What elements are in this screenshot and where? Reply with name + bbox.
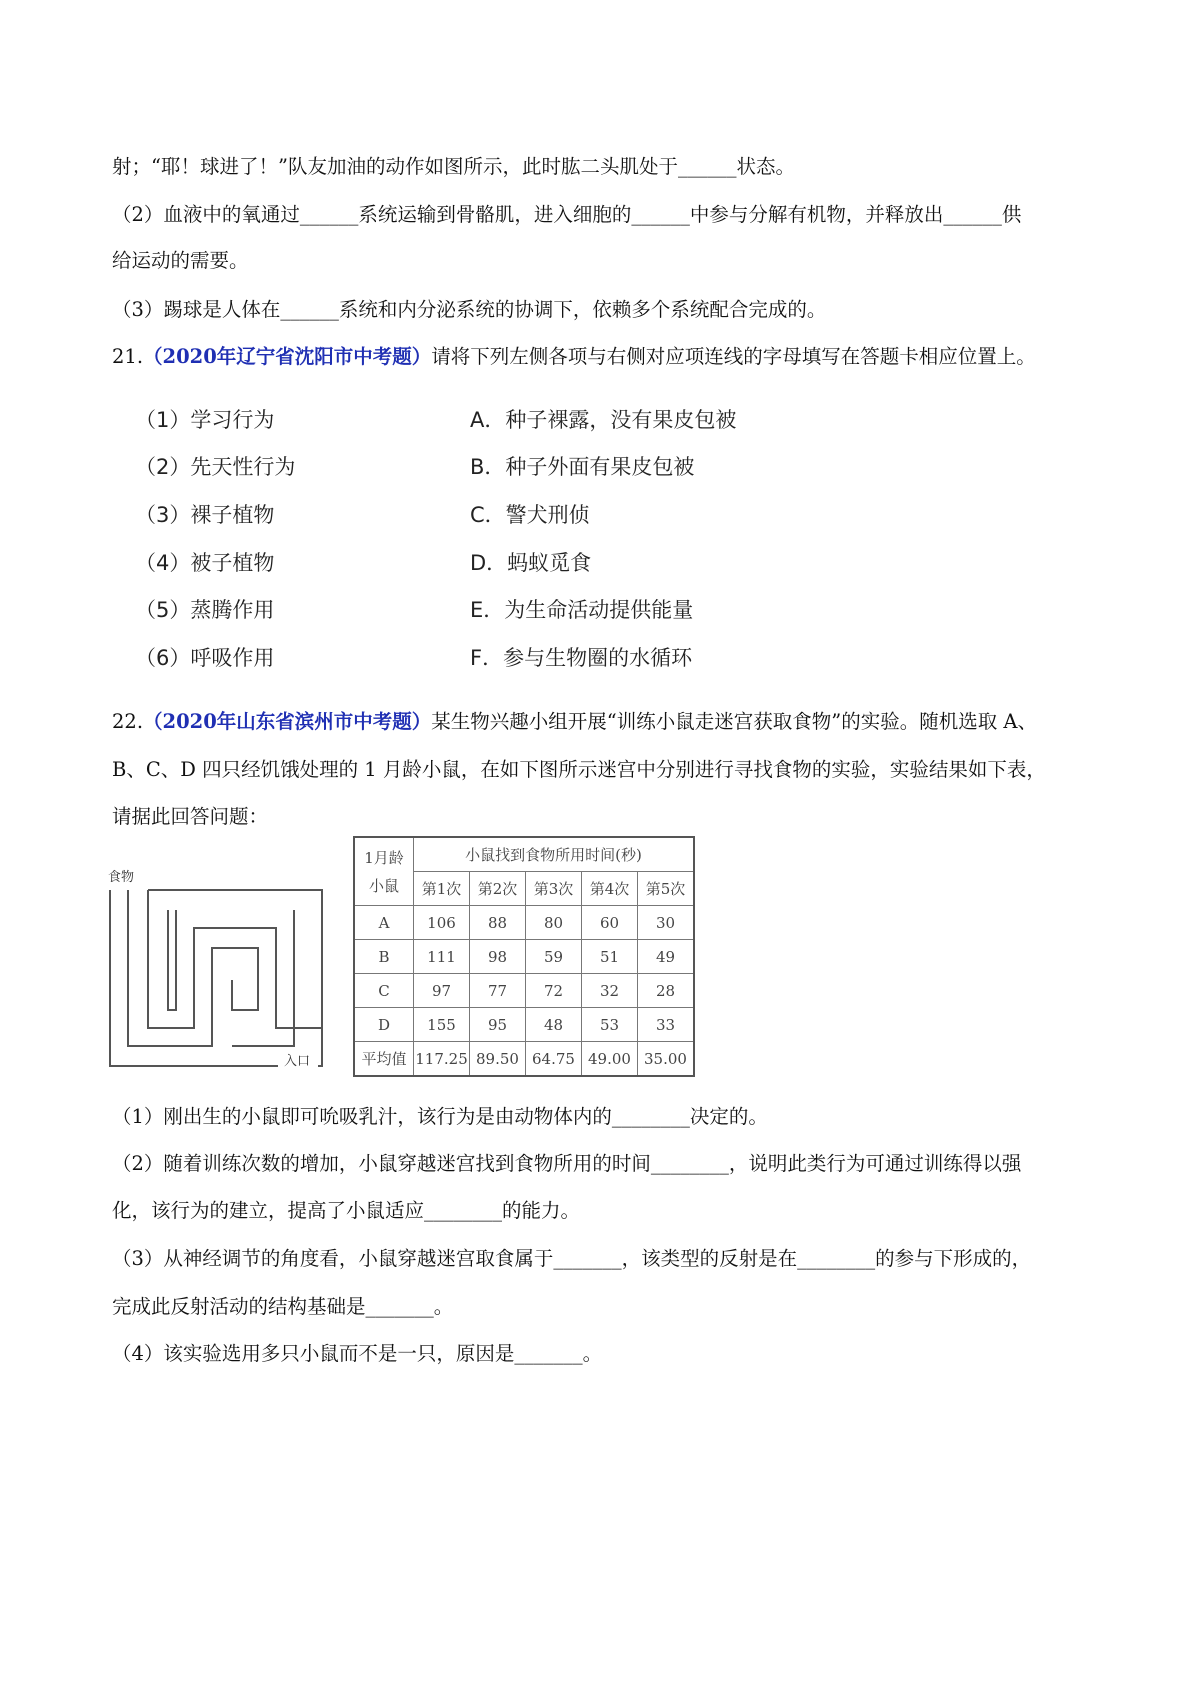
table-cell: 155 xyxy=(414,1008,470,1042)
table-trial-header: 第4次 xyxy=(582,872,638,906)
table-row-label: A xyxy=(354,906,414,940)
question-22-text-1: 某生物兴趣小组开展“训练小鼠走迷宫获取食物”的实验。随机选取 A、 xyxy=(431,710,1038,733)
question-22-part-1: （1）刚出生的小鼠即可吮吸乳汁，该行为是由动物体内的________决定的。 xyxy=(112,1105,768,1128)
q21-left-item-6: （6）呼吸作用 xyxy=(135,646,275,670)
table-cell: 32 xyxy=(582,974,638,1008)
table-corner-top: 1月龄 xyxy=(364,848,404,867)
question-22-number: 22. xyxy=(112,710,144,733)
table-row xyxy=(354,974,694,1008)
table-cell: 53 xyxy=(582,1008,638,1042)
table-row xyxy=(354,940,694,974)
q21-right-item-c: C．警犬刑侦 xyxy=(470,503,590,527)
table-cell: 33 xyxy=(638,1008,695,1042)
table-trial-header: 第3次 xyxy=(526,872,582,906)
table-cell: 30 xyxy=(638,906,695,940)
q21-left-item-5: （5）蒸腾作用 xyxy=(135,598,275,622)
table-cell: 72 xyxy=(526,974,582,1008)
q21-right-item-e: E．为生命活动提供能量 xyxy=(470,598,694,622)
table-cell: 49 xyxy=(638,940,695,974)
question-22-part-3-line-2: 完成此反射活动的结构基础是_______。 xyxy=(112,1295,454,1318)
question-21-stem xyxy=(112,343,1036,371)
question-22-stem-line-1 xyxy=(112,708,1037,736)
table-cell: 59 xyxy=(526,940,582,974)
mouse-maze-results-table xyxy=(353,836,695,1077)
q21-left-item-4: （4）被子植物 xyxy=(135,551,275,575)
question-22-part-4: （4）该实验选用多只小鼠而不是一只，原因是_______。 xyxy=(112,1342,603,1365)
table-row xyxy=(354,1008,694,1042)
question-22-part-2-line-1: （2）随着训练次数的增加，小鼠穿越迷宫找到食物所用的时间________，说明此类行为可通过训练得以强 xyxy=(112,1152,1022,1175)
q21-right-item-a: A．种子裸露，没有果皮包被 xyxy=(470,408,737,432)
q21-left-item-3: （3）裸子植物 xyxy=(135,503,275,527)
table-cell: 95 xyxy=(470,1008,526,1042)
maze-drawing xyxy=(108,870,324,1070)
question-20-part-2-line-2: 给运动的需要。 xyxy=(112,249,249,272)
table-header-row xyxy=(354,837,694,872)
table-cell: 51 xyxy=(582,940,638,974)
maze-entrance-label: 入口 xyxy=(284,1054,311,1069)
question-21-source: （2020年辽宁省沈阳市中考题） xyxy=(143,345,432,368)
table-cell: 48 xyxy=(526,1008,582,1042)
table-trial-header: 第2次 xyxy=(470,872,526,906)
question-21-text: 请将下列左侧各项与右侧对应项连线的字母填写在答题卡相应位置上。 xyxy=(431,345,1036,368)
q21-right-item-b: B．种子外面有果皮包被 xyxy=(470,455,695,479)
q21-right-item-f: F．参与生物圈的水循环 xyxy=(470,646,693,670)
q21-right-item-d: D．蚂蚁觅食 xyxy=(470,551,592,575)
table-cell: 97 xyxy=(414,974,470,1008)
table-trial-header: 第5次 xyxy=(638,872,695,906)
table-cell: 49.00 xyxy=(582,1042,638,1077)
question-22-part-3-line-1: （3）从神经调节的角度看，小鼠穿越迷宫取食属于_______，该类型的反射是在________的参与下形成的， xyxy=(112,1247,1032,1270)
table-trial-header: 第1次 xyxy=(414,872,470,906)
table-corner-cell xyxy=(354,837,414,906)
table-row-label: D xyxy=(354,1008,414,1042)
table-cell: 106 xyxy=(414,906,470,940)
question-22-stem-line-2: B、C、D 四只经饥饿处理的 1 月龄小鼠，在如下图所示迷宫中分别进行寻找食物的实验，实验结果如下表， xyxy=(112,758,1046,781)
table-cell: 77 xyxy=(470,974,526,1008)
question-22-part-2-line-2: 化，该行为的建立，提高了小鼠适应________的能力。 xyxy=(112,1199,581,1222)
maze-figure xyxy=(108,870,324,1070)
question-22-source: （2020年山东省滨州市中考题） xyxy=(143,710,432,733)
table-cell: 111 xyxy=(414,940,470,974)
table-cell: 117.25 xyxy=(414,1042,470,1077)
maze-food-label: 食物 xyxy=(108,870,135,885)
table-row-label: C xyxy=(354,974,414,1008)
table-row-label: B xyxy=(354,940,414,974)
table-cell: 28 xyxy=(638,974,695,1008)
table-cell: 80 xyxy=(526,906,582,940)
table-row xyxy=(354,906,694,940)
question-22-stem-line-3: 请据此回答问题： xyxy=(112,805,269,828)
question-20-line-1: 射；“耶！球进了！”队友加油的动作如图所示，此时肱二头肌处于______状态。 xyxy=(112,155,795,178)
question-20-part-3: （3）踢球是人体在______系统和内分泌系统的协调下，依赖多个系统配合完成的。 xyxy=(112,298,827,321)
table-cell: 88 xyxy=(470,906,526,940)
table-corner-bottom: 小鼠 xyxy=(368,876,399,895)
table-cell: 35.00 xyxy=(638,1042,695,1077)
table-cell: 89.50 xyxy=(470,1042,526,1077)
table-average-row xyxy=(354,1042,694,1077)
table-group-header: 小鼠找到食物所用时间(秒) xyxy=(414,837,695,872)
q21-left-item-1: （1）学习行为 xyxy=(135,408,275,432)
table-cell: 60 xyxy=(582,906,638,940)
table-row-label: 平均值 xyxy=(354,1042,414,1077)
table-cell: 98 xyxy=(470,940,526,974)
q21-left-item-2: （2）先天性行为 xyxy=(135,455,296,479)
table-cell: 64.75 xyxy=(526,1042,582,1077)
question-21-number: 21. xyxy=(112,345,144,368)
question-20-part-2-line-1: （2）血液中的氧通过______系统运输到骨骼肌，进入细胞的______中参与分解有机物，并释放出______供 xyxy=(112,203,1022,226)
